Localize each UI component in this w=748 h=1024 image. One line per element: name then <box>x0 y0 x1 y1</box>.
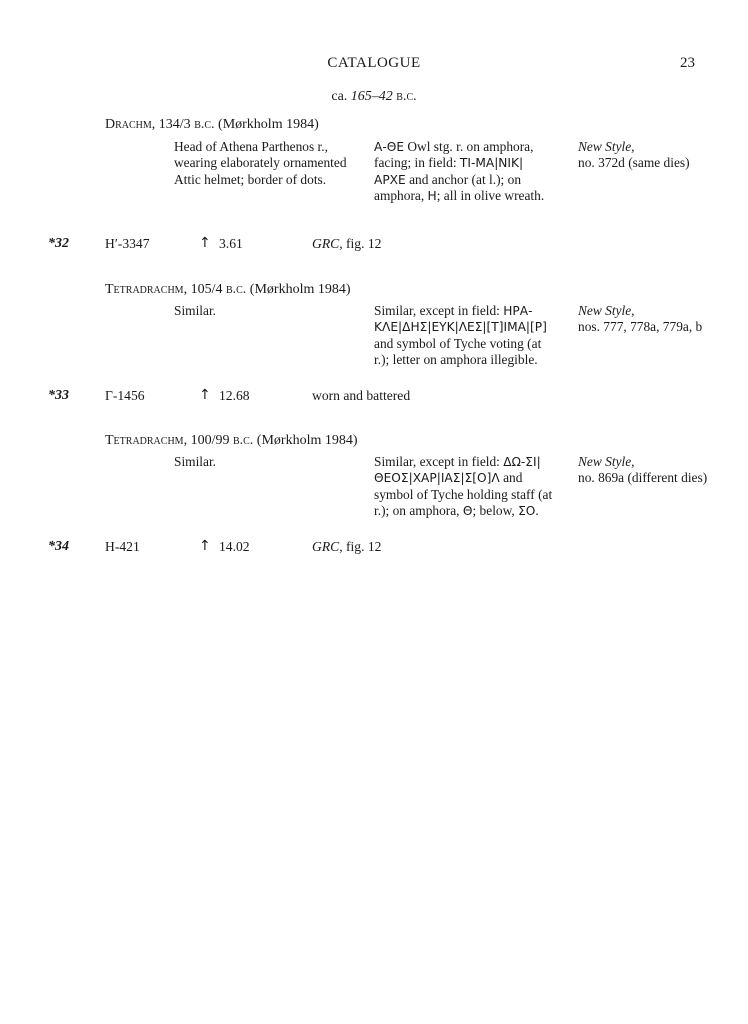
date-era: b.c. <box>396 89 417 104</box>
inventory-number: Η-421 <box>105 539 140 554</box>
denomination: Tetradrachm <box>105 282 184 297</box>
obverse-description: Similar. <box>174 303 217 318</box>
entry-heading: Tetradrachm, 105/4 b.c. (Mørkholm 1984) <box>105 282 351 297</box>
note <box>312 539 381 555</box>
source-reference: (Mørkholm 1984) <box>218 117 319 132</box>
description-text: ; all in olive wreath. <box>436 188 545 204</box>
reverse-description <box>374 454 554 520</box>
source-reference: (Mørkholm 1984) <box>249 282 351 297</box>
coin-date-era: b.c. <box>232 433 254 448</box>
inventory-number: Η′-3347 <box>105 236 150 251</box>
description-text: and anchor (at l.); on amphora, <box>374 171 522 204</box>
coin-date: 105/4 <box>190 282 223 297</box>
die-axis-arrow-icon: ↑ <box>199 235 211 251</box>
weight: 12.68 <box>219 388 250 403</box>
description-text: . <box>535 503 539 519</box>
greek-legend: Θ <box>462 504 473 519</box>
reference-series: New Style, <box>578 303 635 318</box>
catalogue-number: *33 <box>48 388 69 403</box>
date-range: 165–42 <box>350 89 393 104</box>
reference <box>578 454 708 487</box>
weight: 14.02 <box>219 539 250 554</box>
greek-legend: Α-ΘΕ <box>374 140 405 154</box>
description-text: and symbol of Tyche holding staff (at r.); on amphora, <box>374 470 553 519</box>
coin-date: 100/99 <box>190 433 230 448</box>
reference-number: nos. 777, 778a, 779a, b <box>578 319 703 335</box>
greek-legend: ΗΡΑ-ΚΛΕ|ΔΗΣ|ΕΥΚ|ΛΕΣ|[Τ]ΙΜΑ|[Ρ] <box>374 304 547 335</box>
die-axis-arrow-icon: ↑ <box>199 387 211 403</box>
source-reference: (Mørkholm 1984) <box>256 433 358 448</box>
reference-number: no. 372d (same dies) <box>578 155 690 171</box>
note-text: worn and battered <box>312 388 411 403</box>
coin-date-era: b.c. <box>194 117 215 132</box>
greek-legend: ΣΟ <box>518 504 536 519</box>
greek-legend: Η <box>427 189 437 204</box>
die-axis-arrow-icon: ↑ <box>199 538 211 554</box>
note <box>312 236 381 252</box>
date-range-heading <box>0 89 748 105</box>
reference-series: New Style, <box>578 454 635 469</box>
reference <box>578 303 708 336</box>
description-text: Similar, except in field: <box>374 454 504 469</box>
description-text: Owl stg. r. on amphora, facing; in field: <box>374 139 534 171</box>
catalogue-number: *32 <box>48 236 69 251</box>
catalogue-number: *34 <box>48 539 69 554</box>
coin-date: 134/3 <box>158 117 191 132</box>
reference-series: New Style, <box>578 139 635 154</box>
date-prefix: ca. <box>331 89 351 104</box>
reverse-description <box>374 139 554 205</box>
inventory-number: Γ-1456 <box>105 388 145 403</box>
entry-heading: Tetradrachm, 100/99 b.c. (Mørkholm 1984) <box>105 433 358 448</box>
obverse-description: Head of Athena Parthenos r., wearing elaborately ornamented Attic helmet; border of dots. <box>174 139 347 187</box>
note <box>312 388 410 404</box>
obverse-description: Similar. <box>174 454 217 469</box>
weight: 3.61 <box>219 236 243 251</box>
coin-date-era: b.c. <box>225 282 247 297</box>
reference-number: no. 869a (different dies) <box>578 470 708 486</box>
entry-heading: Drachm, 134/3 b.c. (Mørkholm 1984) <box>105 117 319 132</box>
denomination: Drachm <box>105 117 152 132</box>
note-source: GRC <box>312 539 340 554</box>
note-text: , fig. 12 <box>339 236 382 251</box>
description-text: ; below, <box>472 503 519 519</box>
greek-legend: ΔΩ-ΣΙ|ΘΕΟΣ|ΧΑΡ|ΙΑΣ|Σ[Ο]Λ <box>374 455 541 486</box>
denomination: Tetradrachm <box>105 433 184 448</box>
note-source: GRC <box>312 236 340 251</box>
reverse-description <box>374 303 554 369</box>
description-text: and symbol of Tyche voting (at r.); letter on amphora illegible. <box>374 335 542 368</box>
note-text: , fig. 12 <box>339 539 382 554</box>
greek-legend: ΤΙ-ΜΑ|ΝΙΚ|ΑΡΧΕ <box>374 156 524 187</box>
page-number: 23 <box>680 55 695 71</box>
description-text: Similar, except in field: <box>374 303 504 318</box>
reference <box>578 139 708 172</box>
running-title: CATALOGUE <box>327 55 421 71</box>
